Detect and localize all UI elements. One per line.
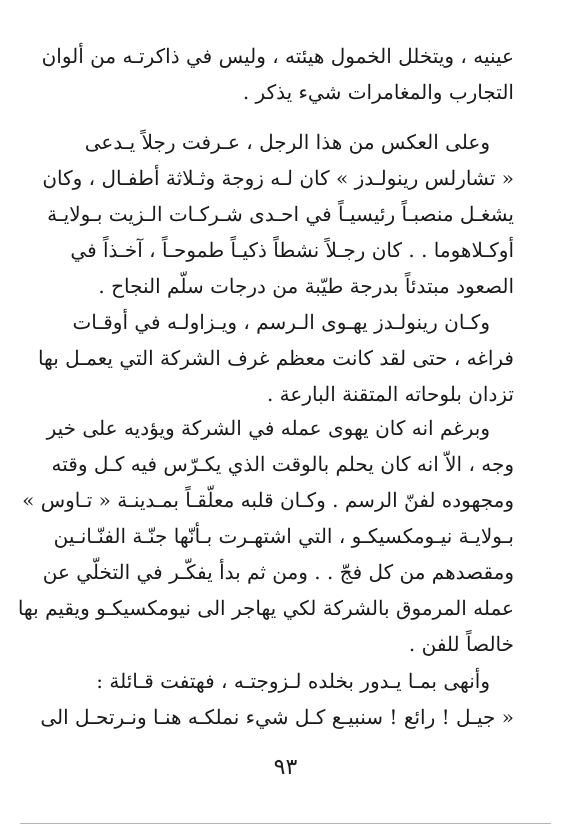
text-line: خالصاً للفن . xyxy=(408,632,514,656)
text-line: وأنهى بمـا يـدور بخلده لـزوجتـه ، فهتفت قـائلة : xyxy=(96,669,490,693)
page-number: ٩٣ xyxy=(273,755,298,780)
text-line: وعلى العكس من هذا الرجل ، عـرفت رجلاً يـدعى xyxy=(84,130,490,154)
text-line: وبرغم انه كان يهوى عمله في الشركة ويؤديه على خير xyxy=(46,416,490,440)
text-line: أوكـلاهوما . . كان رجـلاً نشطاً ذكيـاً طموحـاً ، آخـذاً في xyxy=(70,238,514,262)
text-line: عينيه ، ويتخلل الخمول هيئته ، وليس في ذاكرتـه من ألوان xyxy=(41,44,514,68)
text-line: فراغه ، حتى لقد كانت معظم غرف الشركة التي يعمـل بها xyxy=(37,346,514,370)
text-line: ومقصدهم من كل فجّ . . ومن ثم بدأ يفكّـر في التخلّي عن xyxy=(42,560,514,584)
text-line: تزدان بلوحاته المتقنة البارعة . xyxy=(266,382,514,406)
text-line: وكـان رينولـدز يهـوى الـرسم ، ويـزاولـه في أوقـات xyxy=(72,310,490,334)
paragraph-reynolds-intro xyxy=(42,124,514,304)
paragraph-dream-taos xyxy=(17,410,514,662)
text-line: التجارب والمغامرات شيء يذكر . xyxy=(242,80,514,104)
paragraph-painting-hobby xyxy=(37,304,514,412)
text-line: « تشارلس رينولـدز » كان لـه زوجة وثـلاثة أطفـال ، وكان xyxy=(42,166,514,190)
text-line: ومجهوده لفنّ الرسم . وكـان قلبه معلّقـاً بمـدينـة « تـاوس » xyxy=(22,488,514,512)
page-bottom-edge xyxy=(20,823,551,824)
text-line: بـولايـة نيـومكسيكـو ، التي اشتهـرت بـأنّها جنّـة الفنّـانـين xyxy=(53,524,514,548)
text-line: وجه ، الاّ انه كان يحلم بالوقت الذي يكـرّس فيه كـل وقته xyxy=(51,452,514,476)
text-line: عمله المرموق بالشركة لكي يهاجر الى نيومكسيكـو ويقيم بها xyxy=(17,596,514,620)
paragraph-continuation xyxy=(41,38,514,110)
text-line: « جيـل ! رائع ! سنبيـع كـل شيء نملكـه هنـا ونـرتحـل الى xyxy=(40,705,514,729)
text-line: يشغـل منصبـاً رئيسيـاً في احـدى شـركـات الـزيت بـولايـة xyxy=(47,202,514,226)
paragraph-wife-response xyxy=(40,663,514,735)
text-line: الصعود مبتدئاً بدرجة طيّبة من درجات سلّم النجاح . xyxy=(98,274,514,298)
